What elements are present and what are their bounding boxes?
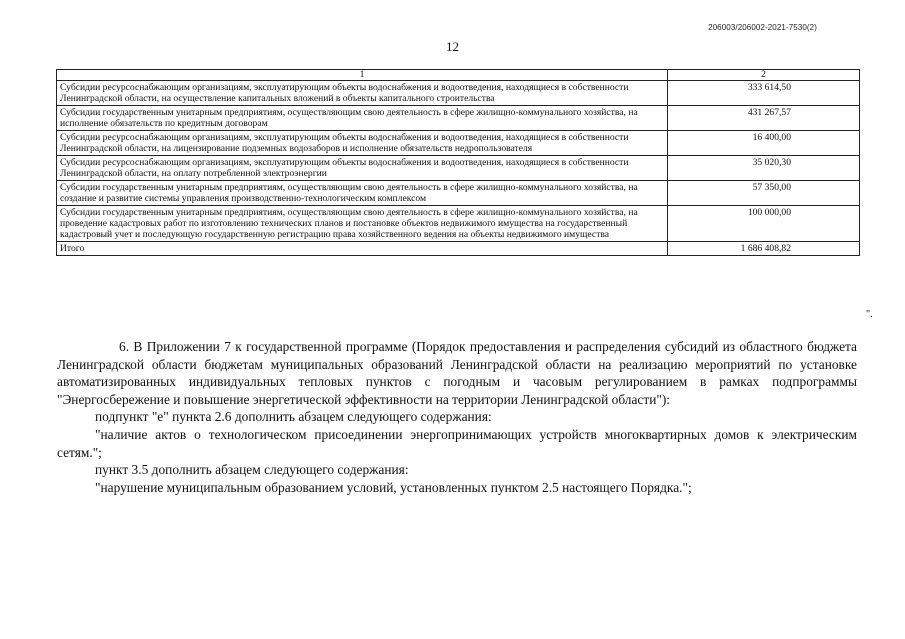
row-description: Субсидии государственным унитарным предприятиям, осуществляющим свою деятельность в сфере жилищно-коммунального хозяйства, на создание и развитие системы управления производственно-технологическим комплексом <box>57 181 668 206</box>
total-label: Итого <box>57 242 668 256</box>
table-row <box>57 156 860 181</box>
document-code: 206003/206002-2021-7530(2) <box>708 23 817 32</box>
table-row <box>57 131 860 156</box>
paragraph-quote-violation: "нарушение муниципальным образованием условий, установленных пунктом 2.5 настоящего Порядка."; <box>95 479 692 495</box>
row-description: Субсидии государственным унитарным предприятиям, осуществляющим свою деятельность в сфере жилищно-коммунального хозяйства, на проведение кадастровых работ по изготовлению технических планов и постановке объектов недвижимого имущества на государственный кадастровый учет и последующую государственную регистрацию права хозяйственного ведения на объекты недвижимого имущества <box>57 206 668 242</box>
row-amount: 35 020,30 <box>668 156 860 181</box>
closing-quote: ". <box>866 309 873 320</box>
column-header-2: 2 <box>668 70 860 81</box>
table-row <box>57 106 860 131</box>
page-number: 12 <box>446 39 459 54</box>
row-description: Субсидии ресурсоснабжающим организациям, эксплуатирующим объекты водоснабжения и водоотведения, находящиеся в собственности Ленинградской области, на оплату потребленной электроэнергии <box>57 156 668 181</box>
paragraph-amendment-6: 6. В Приложении 7 к государственной программе (Порядок предоставления и распределения субсидий из областного бюджета Ленинградской области бюджетам муниципальных образований Ленинградской области на реализацию мероприятий по установке автоматизированных индивидуальных тепловых пунктов с погодным и часовым регулированием в рамках подпрограммы "Энергосбережение и повышение энергетической эффективности на территории Ленинградской области"): <box>57 339 857 407</box>
row-description: Субсидии ресурсоснабжающим организациям, эксплуатирующим объекты водоснабжения и водоотведения, находящиеся в собственности Ленинградской области, на осуществление капитальных вложений в объекты капитального строительства <box>57 81 668 106</box>
paragraph-point-3-5: пункт 3.5 дополнить абзацем следующего содержания: <box>95 462 409 478</box>
row-amount: 431 267,57 <box>668 106 860 131</box>
row-amount: 333 614,50 <box>668 81 860 106</box>
table-row <box>57 206 860 242</box>
column-header-1: 1 <box>57 70 668 81</box>
subsidy-table <box>56 69 860 256</box>
table-row <box>57 81 860 106</box>
table-row <box>57 181 860 206</box>
row-amount: 100 000,00 <box>668 206 860 242</box>
paragraph-quote-acts: "наличие актов о технологическом присоединении энергопринимающих устройств многоквартирных домов к электрическим сетям."; <box>57 426 857 460</box>
row-description: Субсидии государственным унитарным предприятиям, осуществляющим свою деятельность в сфере жилищно-коммунального хозяйства, на исполнение обязательств по кредитным договорам <box>57 106 668 131</box>
table-header-row <box>57 70 860 81</box>
row-description: Субсидии ресурсоснабжающим организациям, эксплуатирующим объекты водоснабжения и водоотведения, находящиеся в собственности Ленинградской области, на лицензирование подземных водозаборов и исполнение обязательств недропользователя <box>57 131 668 156</box>
body-text <box>57 338 857 496</box>
total-amount: 1 686 408,82 <box>668 242 860 256</box>
row-amount: 57 350,00 <box>668 181 860 206</box>
total-row <box>57 242 860 256</box>
row-amount: 16 400,00 <box>668 131 860 156</box>
paragraph-subpoint-e: подпункт "е" пункта 2.6 дополнить абзацем следующего содержания: <box>95 409 492 425</box>
